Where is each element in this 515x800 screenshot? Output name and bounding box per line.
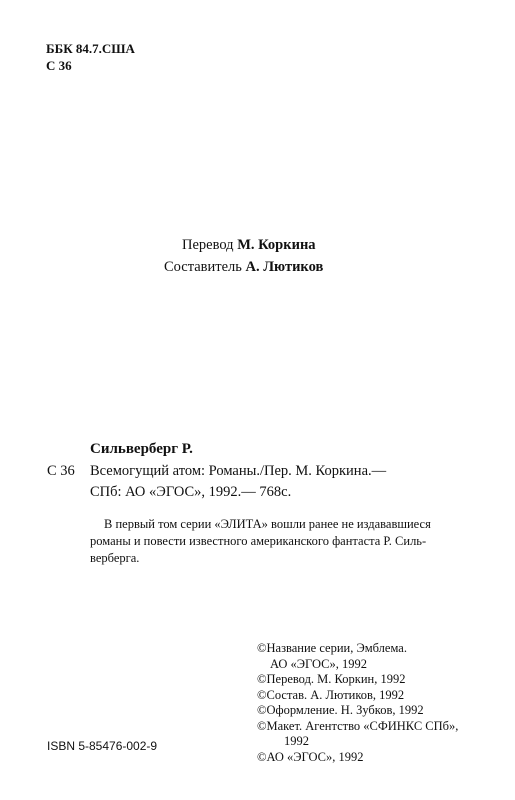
compiler-name: А. Лютиков	[245, 259, 324, 275]
bbk-code: ББК 84.7.США	[46, 41, 135, 56]
copyright-line: ©Перевод. М. Коркин, 1992	[257, 672, 406, 686]
copyright-line: ©Оформление. Н. Зубков, 1992	[257, 703, 424, 717]
copyright-line: ©Название серии, Эмблема.	[257, 641, 407, 655]
catalog-author: Сильверберг Р.	[90, 441, 193, 457]
translator-credit	[182, 237, 316, 254]
author-mark-header: С 36	[46, 58, 72, 73]
catalog-imprint-line: СПб: АО «ЭГОС», 1992.— 768с.	[90, 484, 292, 500]
compiler-role: Составитель	[164, 259, 242, 275]
copyright-line: 1992	[284, 734, 309, 748]
annotation-line: верберга.	[90, 551, 140, 565]
annotation-line: В первый том серии «ЭЛИТА» вошли ранее не издававшиеся	[104, 517, 431, 531]
copyright-line: ©Макет. Агентство «СФИНКС СПб»,	[257, 719, 459, 733]
copyright-line: АО «ЭГОС», 1992	[270, 657, 367, 671]
translator-role: Перевод	[182, 237, 234, 253]
translator-name: М. Коркина	[237, 237, 316, 253]
catalog-title-line: Всемогущий атом: Романы./Пер. М. Коркина.—	[90, 463, 387, 479]
catalog-author-mark: С 36	[47, 463, 75, 479]
copyright-line: ©Состав. А. Лютиков, 1992	[257, 688, 405, 702]
annotation-line: романы и повести известного американского фантаста Р. Силь-	[90, 534, 427, 548]
copyright-line: ©АО «ЭГОС», 1992	[257, 750, 364, 764]
isbn-number: ISBN 5-85476-002-9	[47, 739, 158, 753]
compiler-credit	[164, 259, 323, 276]
